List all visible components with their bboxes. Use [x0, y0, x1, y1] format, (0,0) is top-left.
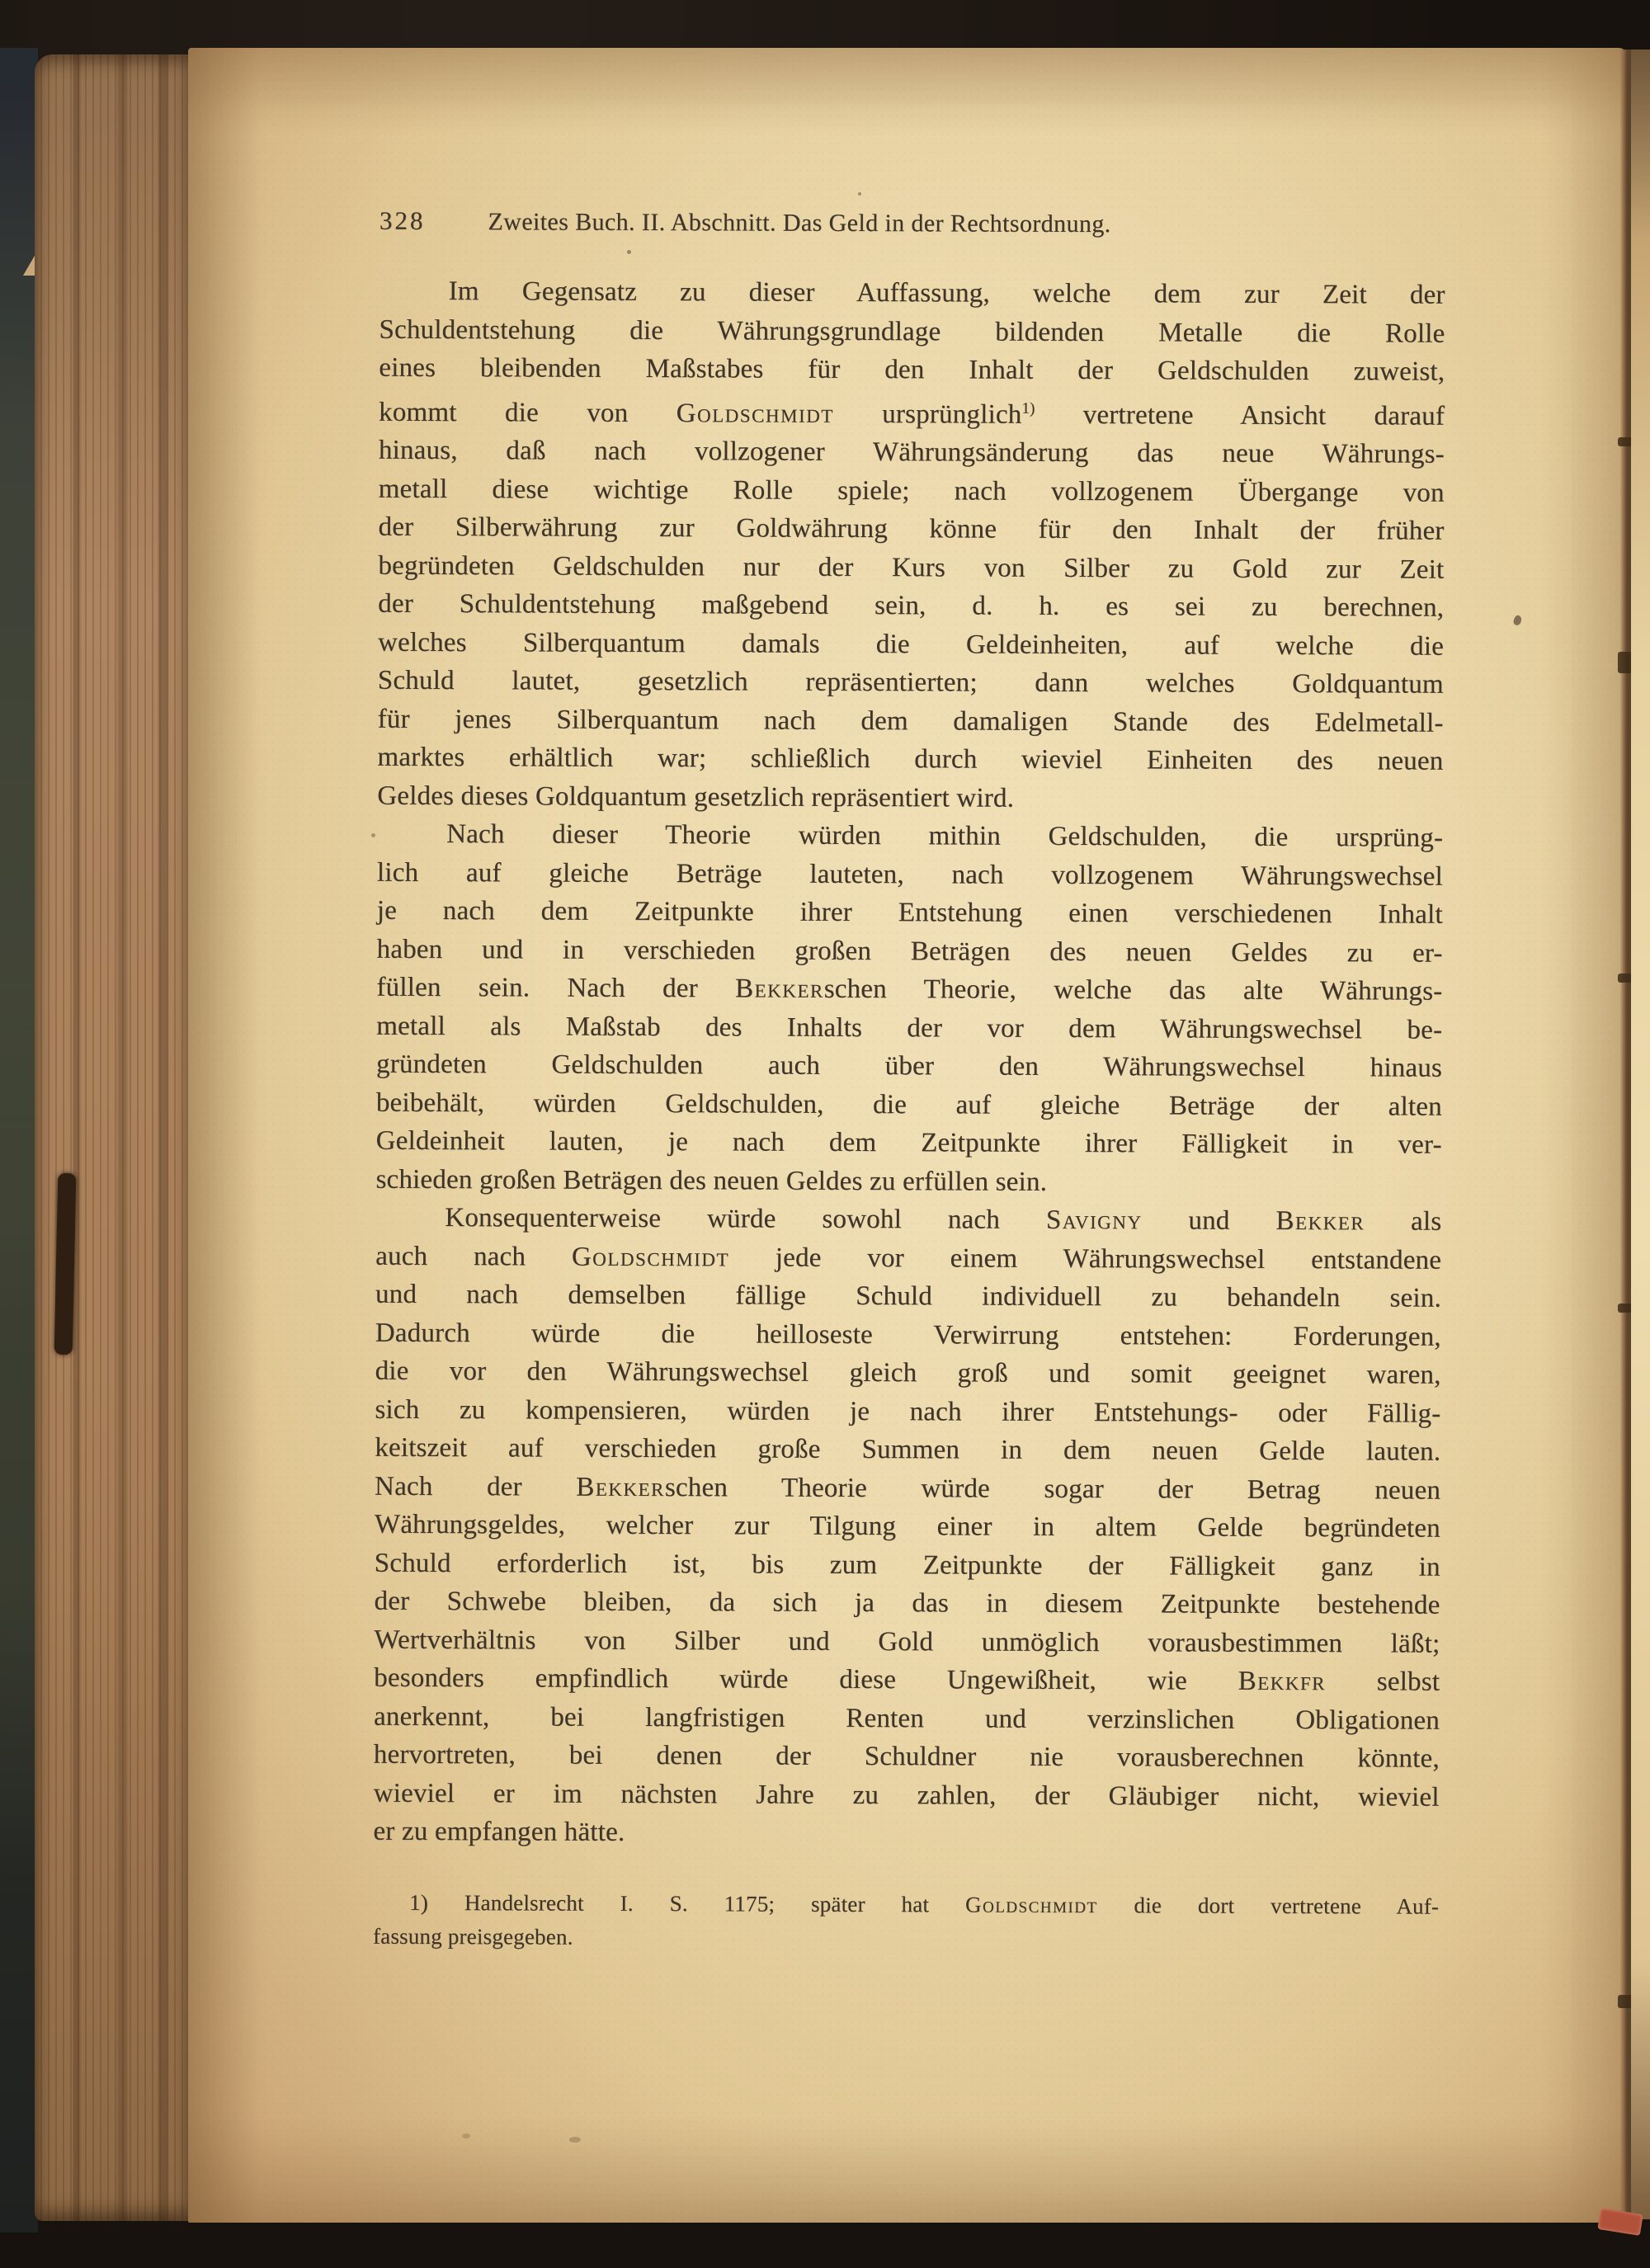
text-line: Im Gegensatz zu dieser Auffassung, welche dem zur Zeit der — [448, 276, 1445, 310]
text-line: 1) Handelsrecht I. S. 1175; später hat Goldschmidt die dort vertretene Auf- — [409, 1889, 1440, 1919]
text-line: eines bleibenden Maßstabes für den Inhalt der Geldschulden zuweist, — [379, 352, 1445, 387]
text-line: welches Silberquantum damals die Geldeinheiten, auf welche die — [377, 627, 1445, 662]
text-line: metall als Maßstab des Inhalts der vor dem Währungswechsel be- — [376, 1011, 1443, 1045]
text-line: der Schwebe bleiben, da sich ja das in diesem Zeitpunkte bestehende — [374, 1586, 1440, 1620]
text-line: anerkennt, bei langfristigen Renten und verzinslichen Obligationen — [373, 1701, 1440, 1736]
text-line: beibehält, würden Geldschulden, die auf gleiche Beträge der alten — [375, 1087, 1442, 1122]
text-line: sich zu kompensieren, würden je nach ihrer Entstehungs- oder Fällig- — [375, 1394, 1441, 1429]
text-line: Geldeinheit lauten, je nach dem Zeitpunkte ihrer Fälligkeit in ver- — [375, 1125, 1442, 1160]
text-line: der Schuldentstehung maßgebend sein, d. h. es sei zu berechnen, — [378, 588, 1445, 623]
text-line: marktes erhältlich war; schließlich durch wieviel Einheiten des neuen — [377, 742, 1444, 776]
text-line: kommt die von Goldschmidt ursprünglich$^{1)}$ vertretene Ansicht darauf — [379, 397, 1445, 431]
adjacent-page-edge — [1631, 50, 1650, 2219]
text-line: hinaus, daß nach vollzogener Währungsänderung das neue Währungs- — [378, 435, 1445, 469]
running-title: Zweites Buch. II. Abschnitt. Das Geld in der Rechtsordnung. — [488, 208, 1111, 238]
text-line: Wertverhältnis von Silber und Gold unmöglich vorausbestimmen läßt; — [374, 1624, 1440, 1659]
text-line: Schuld erforderlich ist, bis zum Zeitpunkte der Fälligkeit ganz in — [374, 1548, 1440, 1582]
text-line: Dadurch würde die heilloseste Verwirrung entstehen: Forderungen, — [375, 1318, 1441, 1352]
text-line: Schuld lautet, gesetzlich repräsentierten; dann welches Goldquantum — [377, 665, 1444, 700]
printed-area — [181, 47, 1628, 2228]
book-cover-edge — [0, 48, 38, 2233]
page-number: 328 — [379, 205, 426, 235]
text-line: auch nach Goldschmidt jede vor einem Währungswechsel entstandene — [375, 1241, 1442, 1275]
text-line: Nach der Bekkerschen Theorie würde sogar der Betrag neuen — [375, 1471, 1441, 1506]
ink-speck — [371, 833, 375, 837]
text-line: für jenes Silberquantum nach dem damaligen Stande des Edelmetall- — [377, 704, 1444, 738]
text-line: hervortreten, bei denen der Schuldner nie vorausberechnen könnte, — [373, 1739, 1440, 1774]
text-line: besonders empfindlich würde diese Ungewißheit, wie Bekkfr selbst — [374, 1662, 1440, 1697]
text-line: schieden großen Beträgen des neuen Geldes zu erfüllen sein. — [375, 1164, 1048, 1197]
ink-speck — [858, 192, 861, 196]
text-line: je nach dem Zeitpunkte ihrer Entstehung einen verschiedenen Inhalt — [376, 895, 1443, 930]
page-stack-notch — [54, 1173, 77, 1355]
text-line: Nach dieser Theorie würden mithin Geldschulden, die ursprüng- — [446, 819, 1444, 853]
body-text — [373, 272, 1445, 1855]
text-line: er zu empfangen hätte. — [373, 1816, 625, 1847]
text-line: fassung preisgegeben. — [372, 1923, 573, 1950]
text-line: Schuldentstehung die Währungsgrundlage bildenden Metalle die Rolle — [379, 314, 1445, 349]
page-header — [380, 205, 1445, 243]
text-line: metall diese wichtige Rolle spiele; nach vollzogenem Übergange von — [378, 474, 1445, 508]
text-line: und nach demselben fällige Schuld individuell zu behandeln sein. — [375, 1279, 1442, 1313]
ink-speck — [627, 250, 631, 254]
ink-speck — [462, 2134, 470, 2138]
text-line: wieviel er im nächsten Jahre zu zahlen, der Gläubiger nicht, wieviel — [373, 1778, 1440, 1813]
text-line: keitszeit auf verschieden große Summen in dem neuen Gelde lauten. — [375, 1432, 1441, 1467]
binding-seam — [1620, 50, 1631, 2219]
text-line: füllen sein. Nach der Bekkerschen Theorie, welche das alte Währungs- — [376, 972, 1443, 1007]
text-line: der Silberwährung zur Goldwährung könne für den Inhalt der früher — [378, 512, 1445, 546]
text-line: lich auf gleiche Beträge lauteten, nach vollzogenem Währungswechsel — [376, 857, 1443, 892]
text-line: Geldes dieses Goldquantum gesetzlich repräsentiert wird. — [377, 780, 1015, 813]
page-edges-stack — [35, 54, 191, 2221]
text-line: Konsequenterweise würde sowohl nach Savigny und Bekker als — [445, 1203, 1442, 1237]
text-line: begründeten Geldschulden nur der Kurs von Silber zu Gold zur Zeit — [378, 550, 1445, 585]
book-page — [188, 48, 1627, 2223]
text-line: haben und in verschieden großen Beträgen des neuen Geldes zu er- — [376, 934, 1443, 969]
ink-speck — [569, 2137, 581, 2143]
footnote — [373, 1886, 1439, 1958]
text-line: die vor den Währungswechsel gleich groß und somit geeignet waren, — [375, 1356, 1441, 1390]
text-line: gründeten Geldschulden auch über den Währungswechsel hinaus — [375, 1049, 1443, 1083]
text-line: Währungsgeldes, welcher zur Tilgung einer in altem Gelde begründeten — [374, 1509, 1440, 1544]
